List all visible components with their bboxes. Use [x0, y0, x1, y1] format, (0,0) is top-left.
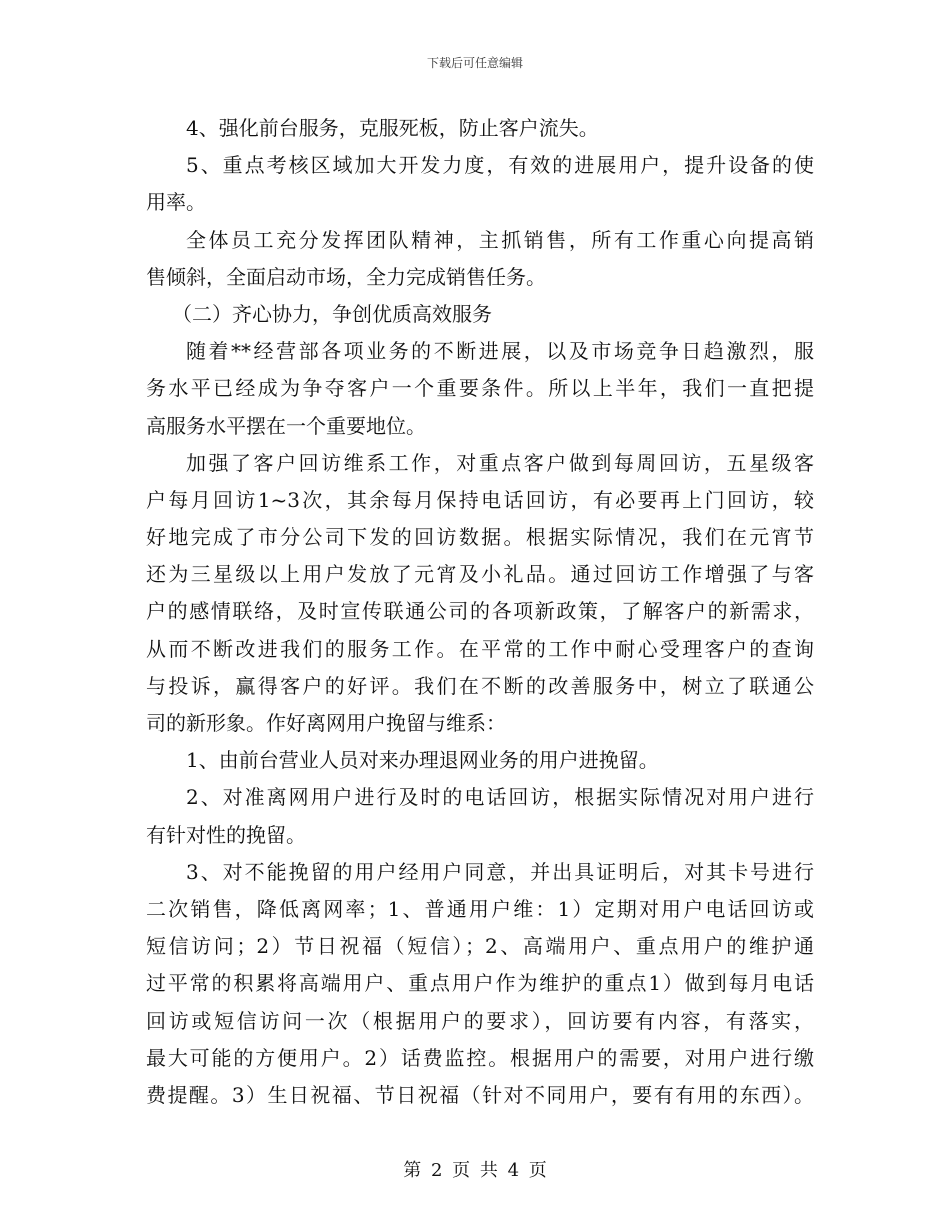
text-line: 随着**经营部各项业务的不断进展，以及市场竞争日趋激烈，服: [186, 339, 814, 364]
section-heading: （二）齐心协力，争创优质高效服务: [172, 301, 492, 326]
text-line: 2、对准离网用户进行及时的电话回访，根据实际情况对用户进行: [186, 785, 814, 810]
text-line: 户每月回访1~3次，其余每月保持电话回访，有必要再上门回访，较: [146, 487, 814, 512]
text-line: 务水平已经成为争夺客户一个重要条件。所以上半年，我们一直把提: [146, 376, 814, 401]
text-line: 高服务水平摆在一个重要地位。: [146, 413, 426, 438]
text-line: 户的感情联络，及时宣传联通公司的各项新政策，了解客户的新需求，: [146, 599, 814, 624]
page-footer: 第 2 页 共 4 页: [403, 1160, 547, 1181]
text-line: 好地完成了市分公司下发的回访数据。根据实际情况，我们在元宵节: [146, 525, 814, 550]
text-line: 售倾斜，全面启动市场，全力完成销售任务。: [146, 264, 546, 289]
text-line: 全体员工充分发挥团队精神，主抓销售，所有工作重心向提高销: [186, 227, 814, 252]
text-line: 与投诉，赢得客户的好评。我们在不断的改善服务中，树立了联通公: [146, 673, 814, 698]
text-line: 3、对不能挽留的用户经用户同意，并出具证明后，对其卡号进行: [186, 859, 814, 884]
text-line: 短信访问；2）节日祝福（短信）；2、高端用户、重点用户的维护通: [146, 934, 814, 959]
page-header: 下载后可任意编辑: [426, 56, 523, 70]
text-line: 4、强化前台服务，克服死板，防止客户流失。: [186, 116, 599, 140]
text-line: 司的新形象。作好离网用户挽留与维系：: [146, 711, 506, 735]
text-line: 有针对性的挽留。: [146, 822, 306, 847]
text-line: 还为三星级以上用户发放了元宵及小礼品。通过回访工作增强了与客: [146, 562, 814, 587]
text-line: 过平常的积累将高端用户、重点用户作为维护的重点1）做到每月电话: [146, 971, 814, 996]
text-line: 回访或短信访问一次（根据用户的要求），回访要有内容，有落实，: [146, 1008, 814, 1033]
document-body: [146, 110, 814, 1114]
text-line: 加强了客户回访维系工作，对重点客户做到每周回访，五星级客: [186, 450, 814, 475]
text-line: 二次销售，降低离网率；1、普通用户维：1）定期对用户电话回访或: [146, 896, 814, 921]
text-line: 用率。: [146, 190, 206, 215]
text-line: 1、由前台营业人员对来办理退网业务的用户进挽留。: [186, 748, 659, 773]
text-line: 最大可能的方便用户。2）话费监控。根据用户的需要，对用户进行缴: [146, 1045, 814, 1070]
text-line: 费提醒。3）生日祝福、节日祝福（针对不同用户，要有有用的东西）。: [146, 1082, 814, 1107]
text-line: 从而不断改进我们的服务工作。在平常的工作中耐心受理客户的查询: [146, 636, 814, 661]
text-line: 5、重点考核区域加大开发力度，有效的进展用户，提升设备的使: [186, 153, 814, 178]
